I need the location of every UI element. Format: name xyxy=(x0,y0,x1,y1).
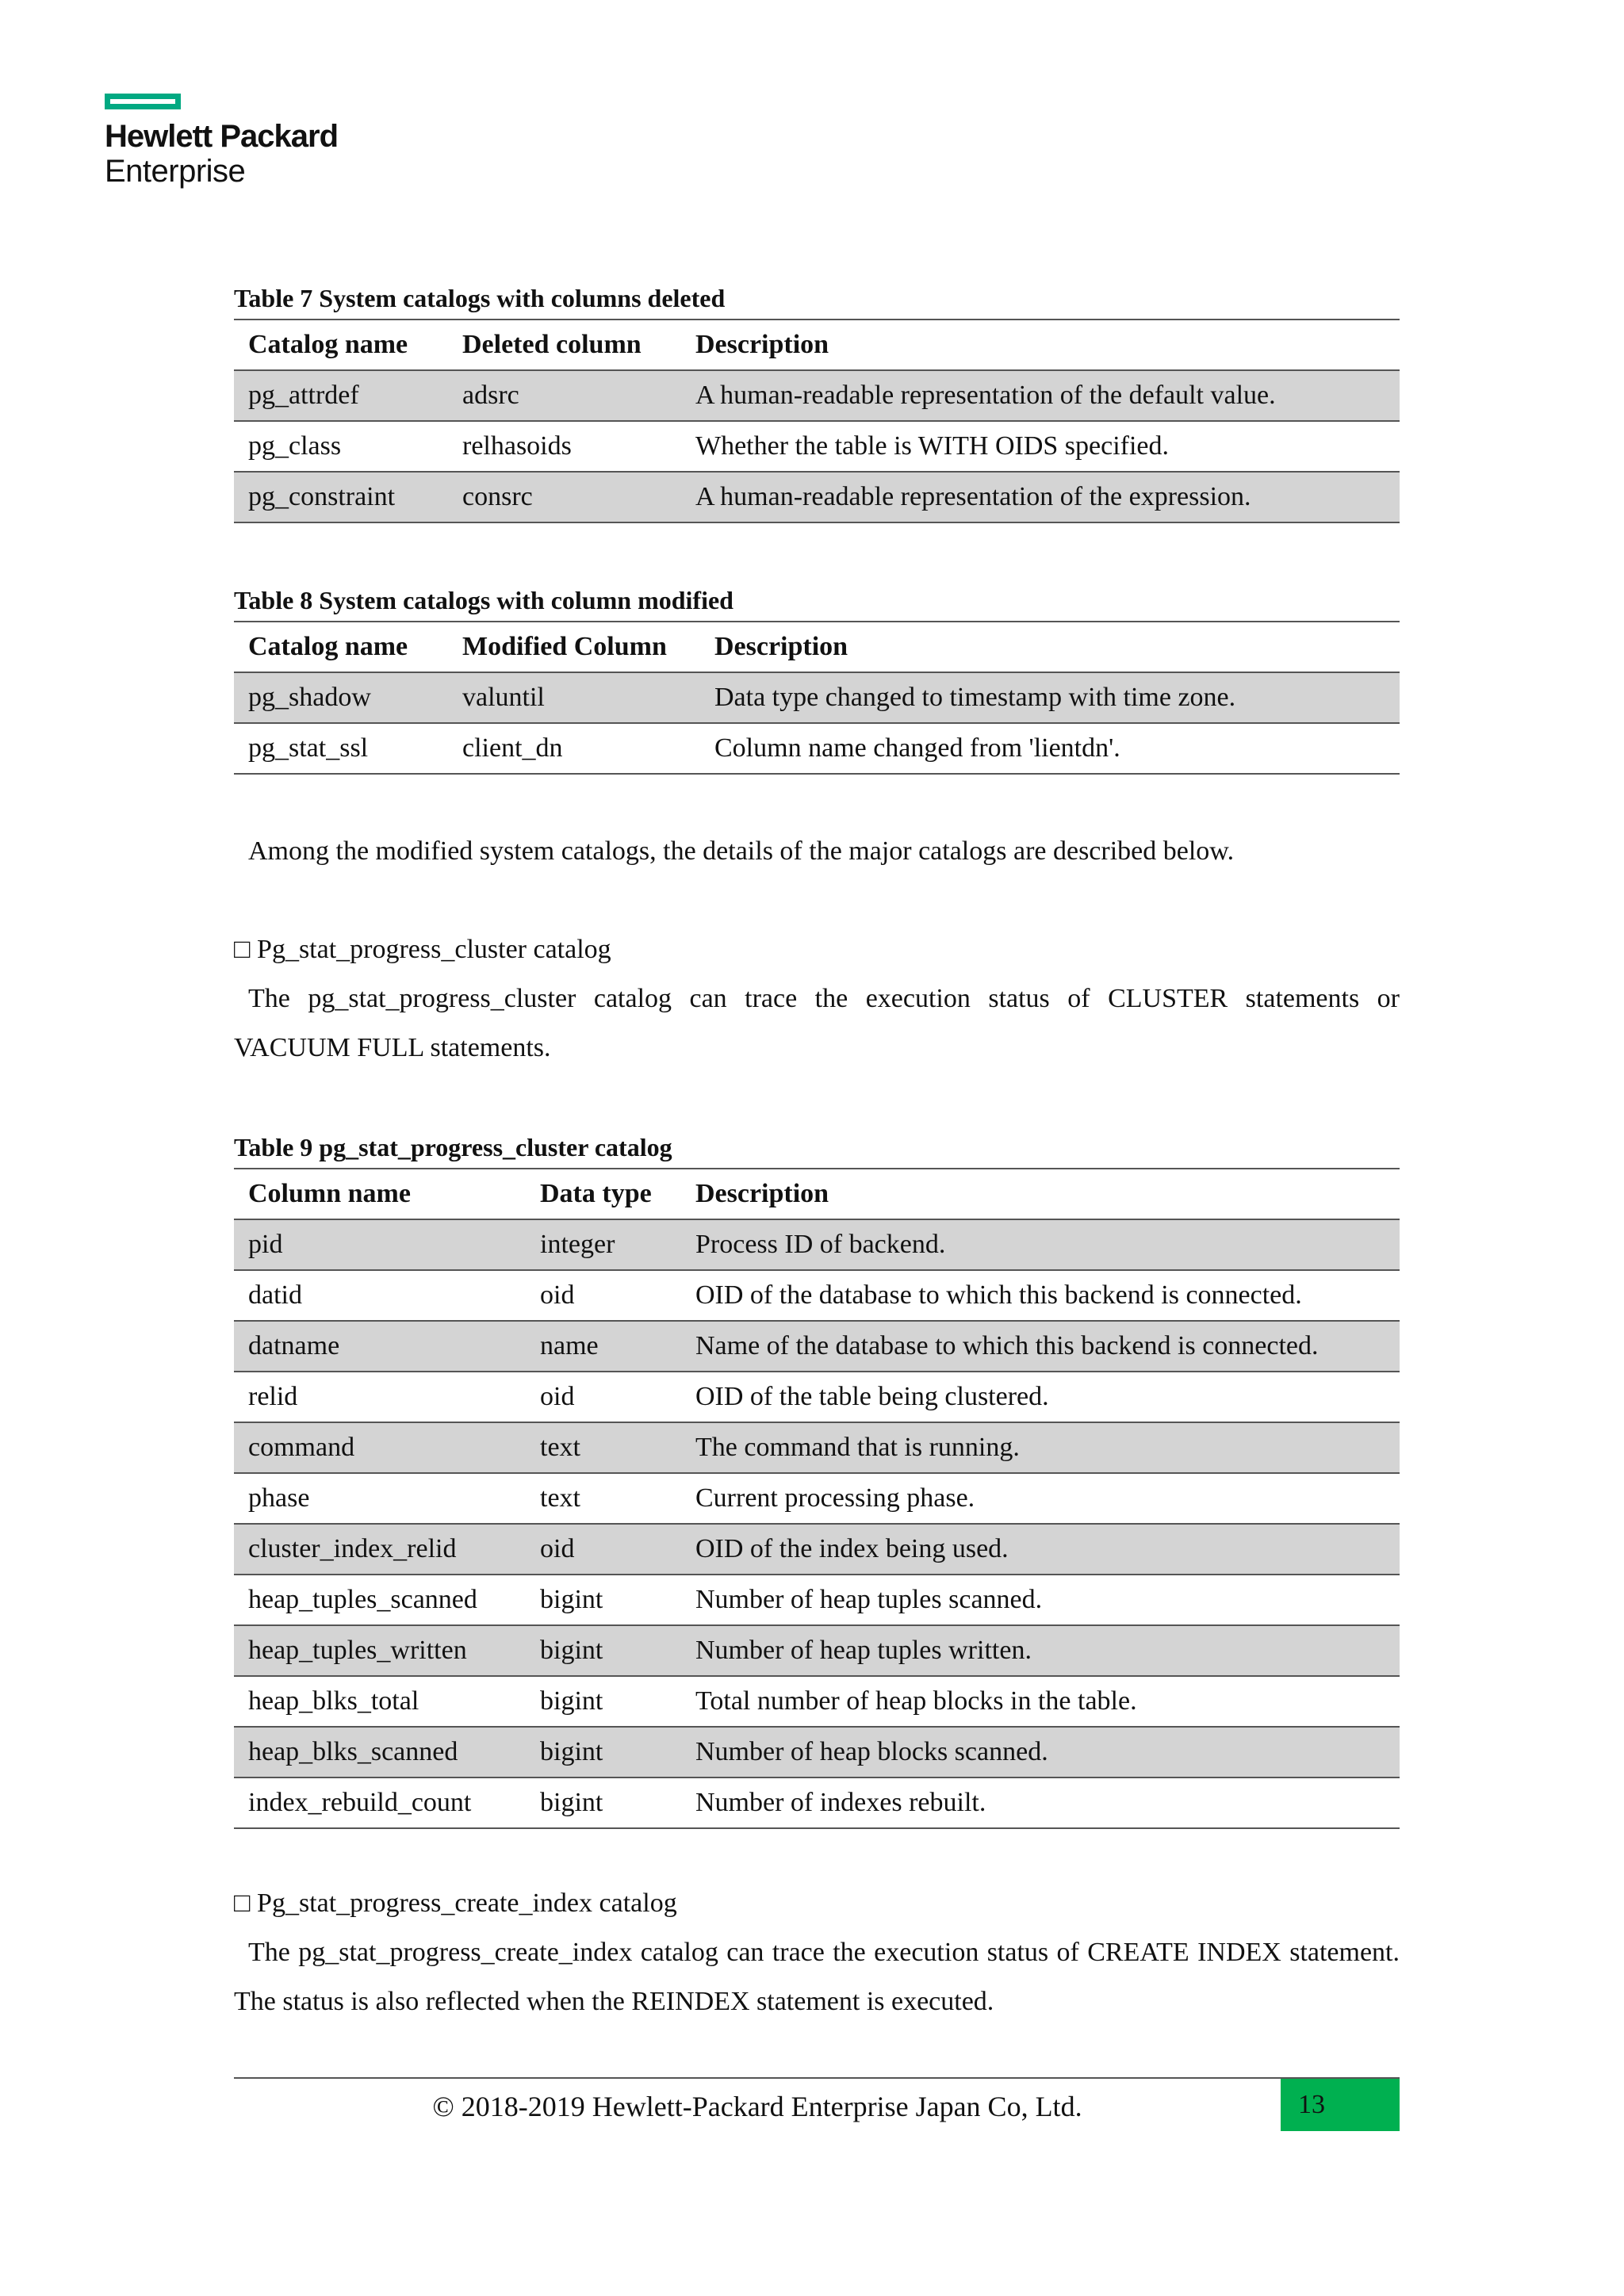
table-cell: heap_tuples_written xyxy=(234,1625,526,1676)
table-cell: OID of the index being used. xyxy=(681,1524,1400,1575)
hpe-logo-bar-icon xyxy=(105,94,181,109)
table-row xyxy=(234,1625,1400,1676)
table-row xyxy=(234,672,1400,723)
section1-body: The pg_stat_progress_cluster catalog can trace the execution status of CLUSTER statements or VACUUM FULL statements. xyxy=(234,984,1400,1062)
table-cell: Column name changed from 'lientdn'. xyxy=(700,723,1400,774)
table-header-row xyxy=(234,320,1400,370)
table-cell: pid xyxy=(234,1219,526,1270)
table-cell: datid xyxy=(234,1270,526,1321)
table-cell: Number of heap tuples scanned. xyxy=(681,1575,1400,1625)
table9 xyxy=(234,1168,1400,1829)
table9-block xyxy=(234,1131,1400,1829)
table-cell: heap_tuples_scanned xyxy=(234,1575,526,1625)
table-cell: integer xyxy=(526,1219,681,1270)
header-cell: Catalog name xyxy=(234,320,448,370)
table-row xyxy=(234,1524,1400,1575)
table-row xyxy=(234,421,1400,472)
table-cell: oid xyxy=(526,1524,681,1575)
table-cell: bigint xyxy=(526,1676,681,1727)
table-cell: The command that is running. xyxy=(681,1422,1400,1473)
table-cell: Name of the database to which this backend is connected. xyxy=(681,1321,1400,1372)
table7-block xyxy=(234,282,1400,523)
table8 xyxy=(234,621,1400,775)
table-row xyxy=(234,723,1400,774)
table-cell: Number of heap blocks scanned. xyxy=(681,1727,1400,1777)
header-cell: Data type xyxy=(526,1169,681,1219)
table-cell: bigint xyxy=(526,1625,681,1676)
table8-caption: Table 8 System catalogs with column modified xyxy=(234,586,733,614)
table-cell: pg_attrdef xyxy=(234,370,448,421)
table-cell: adsrc xyxy=(448,370,681,421)
table-row xyxy=(234,1270,1400,1321)
header-cell: Column name xyxy=(234,1169,526,1219)
table-row xyxy=(234,1777,1400,1828)
table-cell: OID of the table being clustered. xyxy=(681,1372,1400,1422)
table-cell: name xyxy=(526,1321,681,1372)
table9-caption: Table 9 pg_stat_progress_cluster catalog xyxy=(234,1133,672,1161)
table-row xyxy=(234,1219,1400,1270)
table-cell: Current processing phase. xyxy=(681,1473,1400,1524)
table-row xyxy=(234,1676,1400,1727)
table-cell: heap_blks_total xyxy=(234,1676,526,1727)
table-cell: pg_stat_ssl xyxy=(234,723,448,774)
table7-caption: Table 7 System catalogs with columns deleted xyxy=(234,284,726,312)
table8-block xyxy=(234,584,1400,775)
table-cell: Whether the table is WITH OIDS specified. xyxy=(681,421,1400,472)
intro-paragraph: Among the modified system catalogs, the details of the major catalogs are described below. xyxy=(248,836,1235,866)
table-header-row xyxy=(234,622,1400,672)
table-cell: pg_shadow xyxy=(234,672,448,723)
logo-text-line1: Hewlett Packard xyxy=(105,119,339,154)
table-cell: consrc xyxy=(448,472,681,522)
table-cell: client_dn xyxy=(448,723,700,774)
header-cell: Deleted column xyxy=(448,320,681,370)
table-cell: heap_blks_scanned xyxy=(234,1727,526,1777)
table-cell: pg_constraint xyxy=(234,472,448,522)
page-number-badge: 13 xyxy=(1281,2079,1400,2131)
section2-heading: □ Pg_stat_progress_create_index catalog xyxy=(234,1888,677,1918)
table-row xyxy=(234,1727,1400,1777)
table-cell: OID of the database to which this backend is connected. xyxy=(681,1270,1400,1321)
header-cell: Description xyxy=(700,622,1400,672)
table-cell: relid xyxy=(234,1372,526,1422)
table-cell: bigint xyxy=(526,1777,681,1828)
table-row xyxy=(234,1422,1400,1473)
table-cell: phase xyxy=(234,1473,526,1524)
table-cell: Data type changed to timestamp with time zone. xyxy=(700,672,1400,723)
table-cell: oid xyxy=(526,1270,681,1321)
table-cell: valuntil xyxy=(448,672,700,723)
table-cell: text xyxy=(526,1422,681,1473)
hpe-logo xyxy=(105,94,338,189)
header-cell: Description xyxy=(681,320,1400,370)
header-cell: Description xyxy=(681,1169,1400,1219)
section2-body: The pg_stat_progress_create_index catalog can trace the execution status of CREATE INDEX statement. The status is also reflected when the REINDEX statement is executed. xyxy=(234,1938,1400,2016)
table-cell: bigint xyxy=(526,1575,681,1625)
table-row xyxy=(234,370,1400,421)
table-cell: bigint xyxy=(526,1727,681,1777)
table-cell: relhasoids xyxy=(448,421,681,472)
table-cell: A human-readable representation of the expression. xyxy=(681,472,1400,522)
table7 xyxy=(234,319,1400,523)
table-cell: command xyxy=(234,1422,526,1473)
table-header-row xyxy=(234,1169,1400,1219)
table-cell: A human-readable representation of the default value. xyxy=(681,370,1400,421)
table-cell: cluster_index_relid xyxy=(234,1524,526,1575)
footer-divider xyxy=(234,2077,1400,2079)
table-cell: index_rebuild_count xyxy=(234,1777,526,1828)
table-row xyxy=(234,472,1400,522)
header-cell: Catalog name xyxy=(234,622,448,672)
table-row xyxy=(234,1473,1400,1524)
header-cell: Modified Column xyxy=(448,622,700,672)
table-row xyxy=(234,1321,1400,1372)
table-row xyxy=(234,1372,1400,1422)
table-cell: Number of heap tuples written. xyxy=(681,1625,1400,1676)
logo-text-line2: Enterprise xyxy=(105,154,246,189)
table-cell: Process ID of backend. xyxy=(681,1219,1400,1270)
table-cell: Total number of heap blocks in the table. xyxy=(681,1676,1400,1727)
table-cell: text xyxy=(526,1473,681,1524)
section1-heading: □ Pg_stat_progress_cluster catalog xyxy=(234,935,611,964)
table-cell: pg_class xyxy=(234,421,448,472)
table-row xyxy=(234,1575,1400,1625)
table-cell: datname xyxy=(234,1321,526,1372)
table-cell: Number of indexes rebuilt. xyxy=(681,1777,1400,1828)
table-cell: oid xyxy=(526,1372,681,1422)
footer-copyright: © 2018-2019 Hewlett-Packard Enterprise Japan Co, Ltd. xyxy=(432,2091,1082,2122)
